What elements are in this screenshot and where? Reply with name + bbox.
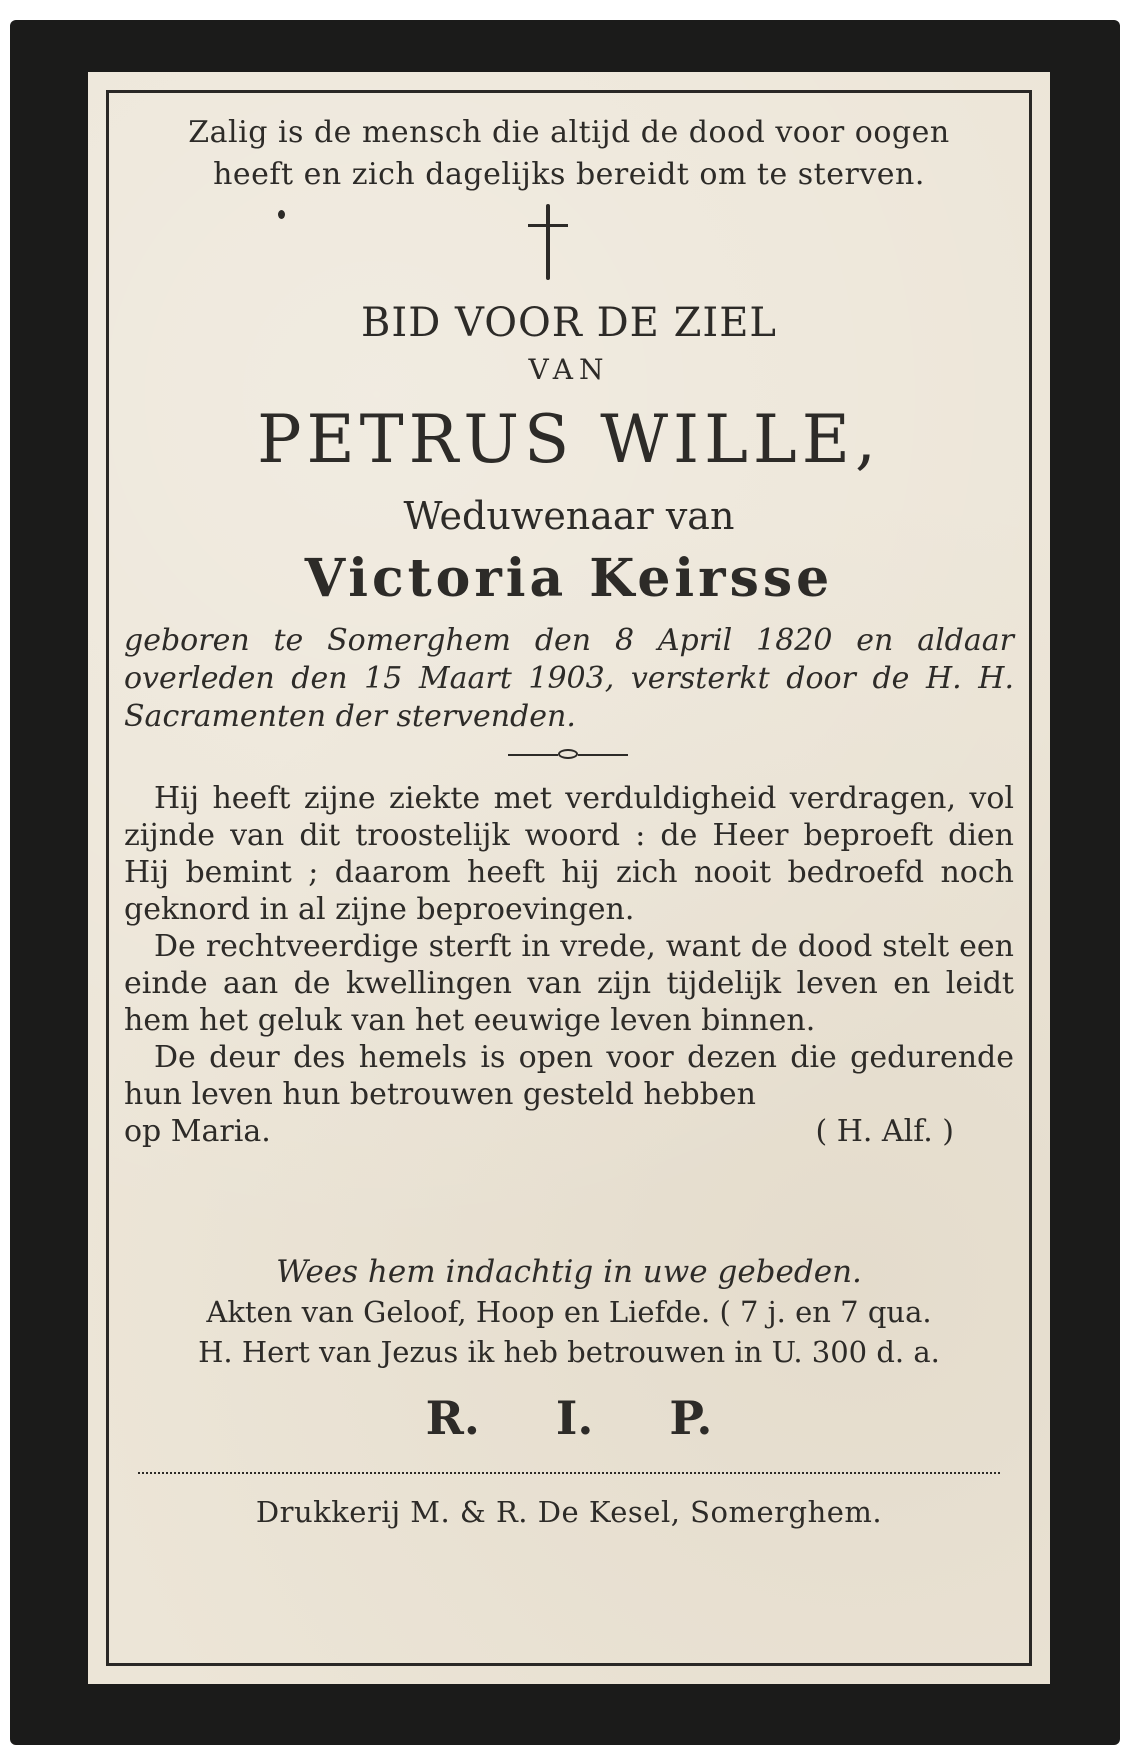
heart-line: H. Hert van Jezus ik heb betrouwen in U. 300 d. a. [198,1335,940,1369]
card-paper [88,72,1050,1684]
widow-line: Weduwenaar van [403,494,735,538]
motto [124,112,1014,196]
closing-line [124,1113,1014,1150]
paragraph-heaven: De deur des hemels is open voor dezen die gedurende hun leven hun betrouwen gesteld hebben [124,1040,1014,1112]
remembrance-plea: Wees hem indachtig in uwe gebeden. [276,1254,862,1290]
indulgences [124,1292,1014,1372]
paragraph-righteous: De rechtveerdige sterft in vrede, want de dood stelt een einde aan de kwellingen van zijn tijdelijk leven en leidt hem het geluk van het eeuwige leven binnen. [124,929,1014,1038]
dotted-divider [138,1472,1000,1474]
van-label: VAN [528,353,610,386]
memorial-card [10,20,1120,1745]
printer-line: Drukkerij M. & R. De Kesel, Somerghem. [255,1495,883,1529]
ink-dot [278,210,285,219]
cross-icon [528,204,568,280]
citation: ( H. Alf. ) [815,1114,954,1149]
motto-line-1: Zalig is de mensch die altijd de dood voor oogen [188,115,950,150]
acts-line: Akten van Geloof, Hoop en Liefde. ( 7 j. en 7 qua. [206,1295,932,1329]
meditation-text [124,780,1014,1150]
rip-text: R. I. P. [425,1391,713,1445]
dates-text: geboren te Somerghem den 8 April 1820 en aldaar overleden den 15 Maart 1903, versterkt door de H. H. Sacramenten der stervenden. [124,623,1014,734]
motto-line-2: heeft en zich dagelijks bereidt om te sterven. [213,157,925,192]
deceased-name: PETRUS WILLE, [257,401,881,478]
paragraph-patience: Hij heeft zijne ziekte met verduldigheid verdragen, vol zijnde van dit troostelijk woord : de Heer beproeft dien Hij bemint ; daarom heeft hij zich nooit bedroefd noch geknord in al zijne beproevingen. [124,781,1014,927]
divider-ornament-icon [508,748,628,762]
prayer-heading: BID VOOR DE ZIEL [361,300,777,346]
spouse-name: Victoria Keirsse [304,548,834,609]
closing-line-left: op Maria. [124,1114,271,1149]
